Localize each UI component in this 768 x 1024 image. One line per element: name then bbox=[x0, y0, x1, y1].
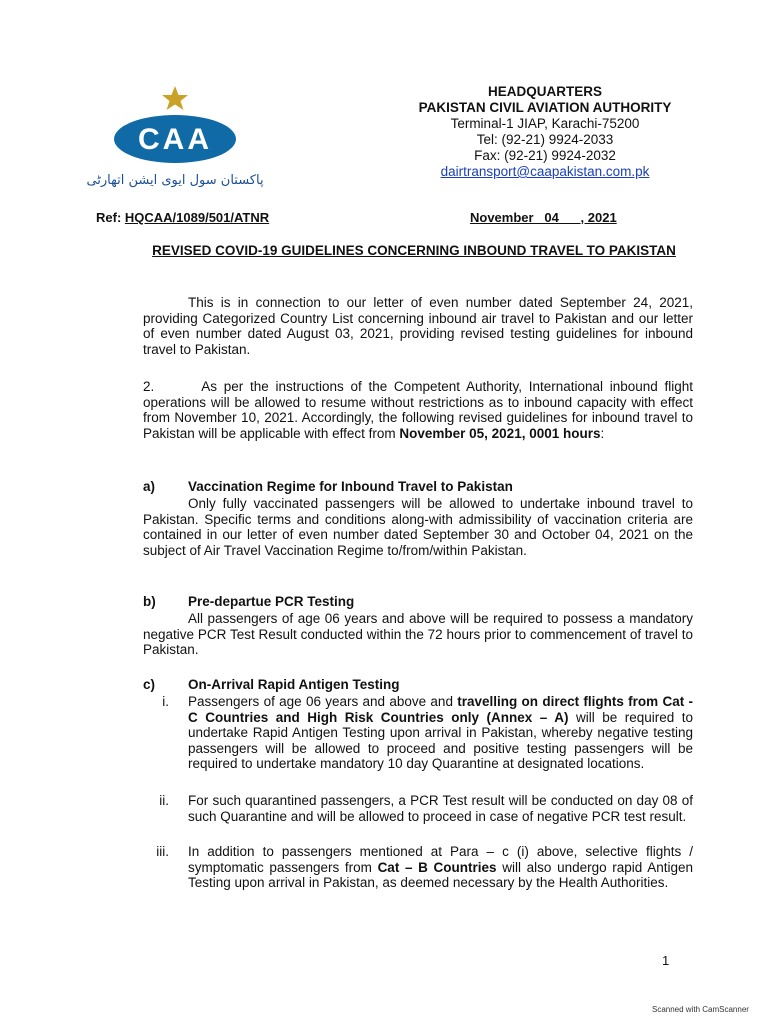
section-a-label: a) bbox=[143, 479, 156, 494]
page-number: 1 bbox=[662, 953, 670, 968]
star-icon bbox=[162, 86, 188, 110]
logo-urdu-text: پاکستان سول ایوی ایشن اتھارٹی bbox=[86, 173, 264, 188]
section-b-body: All passengers of age 06 years and above will be required to possess a mandatory negative PCR Test Result conducted within the 72 hours prior to commencement of travel to Pakistan. bbox=[143, 611, 693, 658]
list-item-text: In addition to passengers mentioned at Para – c (i) above, selective flights / symptomatic passengers from bbox=[188, 844, 693, 875]
section-b-heading bbox=[143, 594, 354, 609]
list-item-number: iii. bbox=[156, 844, 169, 859]
list-item-number: ii. bbox=[159, 793, 169, 808]
list-item-bold: travelling on direct flights from Cat - C Countries and High Risk Countries only (Annex – A) bbox=[188, 694, 693, 725]
list-item-text: For such quarantined passengers, a PCR Test result will be conducted on day 08 of such Quarantine and will be allowed to proceed in case of negative PCR test result. bbox=[188, 793, 693, 824]
scanner-watermark: Scanned with CamScanner bbox=[652, 1005, 749, 1014]
reference bbox=[96, 210, 269, 225]
letterhead bbox=[385, 84, 705, 180]
logo-text: CAA bbox=[138, 123, 212, 156]
email-link[interactable]: dairtransport@caapakistan.com.pk bbox=[440, 164, 650, 179]
list-item-number: i. bbox=[162, 694, 169, 709]
subject-heading: REVISED COVID-19 GUIDELINES CONCERNING INBOUND TRAVEL TO PAKISTAN bbox=[152, 243, 676, 258]
org-name: PAKISTAN CIVIL AVIATION AUTHORITY bbox=[418, 100, 672, 115]
paragraph-1: This is in connection to our letter of even number dated September 24, 2021, providing Categorized Country List concerning inbound air travel to Pakistan and our letter of even number dated August 03, 2021, providing revised testing guidelines for inbound travel to Pakistan. bbox=[143, 295, 693, 357]
telephone: Tel: (92-21) 9924-2033 bbox=[476, 132, 614, 147]
list-item bbox=[143, 793, 693, 824]
section-c-label: c) bbox=[143, 677, 156, 692]
hq-title: HEADQUARTERS bbox=[487, 84, 602, 99]
caa-logo bbox=[86, 84, 264, 194]
section-a-body: Only fully vaccinated passengers will be allowed to undertake inbound travel to Pakistan. Specific terms and conditions along-with admissibility of vaccination criteria are contained in our letter of even number dated September 30 and October 04, 2021 on the subject of Air Travel Vaccination Regime to/from/within Pakistan. bbox=[143, 496, 693, 558]
section-b-label: b) bbox=[143, 594, 156, 609]
fax: Fax: (92-21) 9924-2032 bbox=[474, 148, 616, 163]
letter-date: November 04 , 2021 bbox=[470, 210, 617, 225]
section-a-heading bbox=[143, 479, 513, 494]
ref-number: HQCAA/1089/501/ATNR bbox=[124, 210, 270, 225]
section-c-title: On-Arrival Rapid Antigen Testing bbox=[188, 677, 400, 692]
paragraph-2-text: 2. As per the instructions of the Competent Authority, International inbound flight operations will be allowed to resume without restrictions as to inbound capacity with effect from November 10, 2021. Accordingly, the following revised guidelines for inbound travel to Pakistan will be applicable with effect from bbox=[143, 379, 693, 441]
paragraph-2 bbox=[143, 379, 693, 441]
section-a-title: Vaccination Regime for Inbound Travel to Pakistan bbox=[188, 479, 513, 494]
list-item-text: Passengers of age 06 years and above and bbox=[188, 694, 458, 709]
paragraph-2-effective-date: November 05, 2021, 0001 hours bbox=[399, 425, 601, 441]
list-item-bold: Cat – B Countries bbox=[377, 859, 497, 875]
section-c-heading bbox=[143, 677, 400, 692]
section-b-title: Pre-departue PCR Testing bbox=[188, 594, 355, 609]
ref-prefix: Ref: bbox=[96, 210, 125, 225]
list-item bbox=[143, 844, 693, 891]
list-item bbox=[143, 694, 693, 772]
address: Terminal-1 JIAP, Karachi-75200 bbox=[450, 116, 640, 131]
list-item-text-end: will also undergo rapid Antigen Testing upon arrival in Pakistan, as deemed necessary by the Health Authorities. bbox=[188, 859, 694, 891]
list-item-text-end: will be required to undertake Rapid Antigen Testing upon arrival in Pakistan, whereby negative testing passengers will be allowed to proceed and positive testing passengers will be required to undertake mandatory 10 day Quarantine at designated locations. bbox=[188, 709, 693, 772]
paragraph-2-end: : bbox=[600, 425, 605, 441]
